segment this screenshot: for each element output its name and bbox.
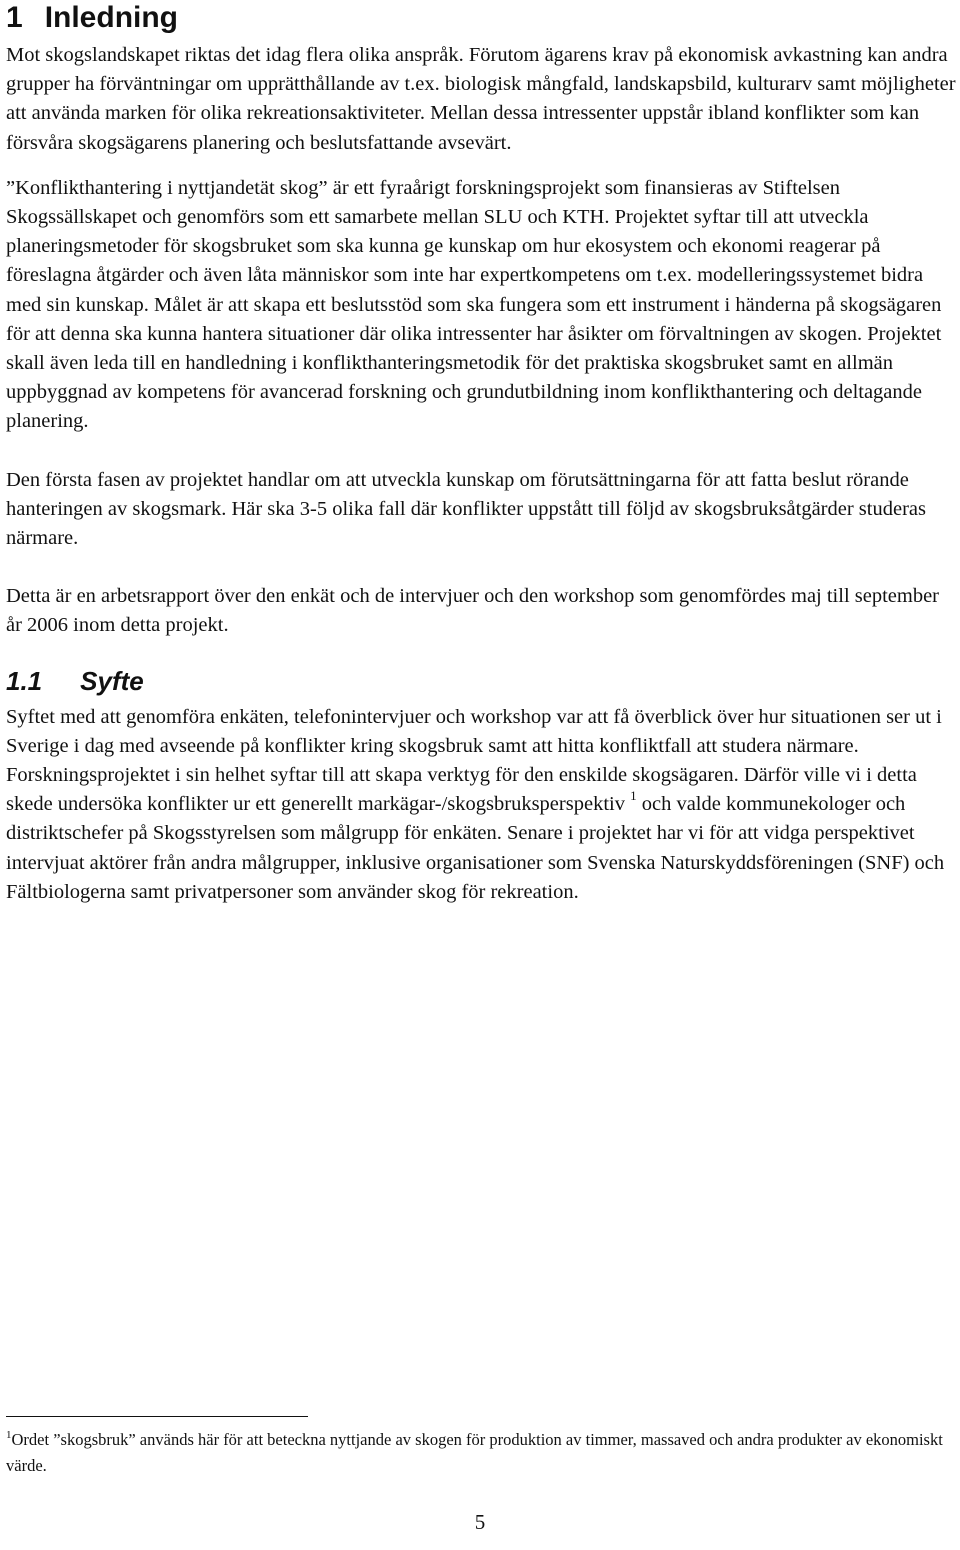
syfte-paragraph [6,703,956,907]
phase-paragraph: Den första fasen av projektet handlar om att utveckla kunskap om förutsättningarna för att fatta beslut rörande hanteringen av skogsmark. Här ska 3-5 olika fall där konflikter uppstått till följd av skogsbruksåtgärder studeras närmare. [6,468,926,550]
footnote-divider [6,1416,308,1417]
page-number: 5 [474,1510,486,1534]
document-page [6,0,956,907]
subsection-heading [6,665,956,697]
footnote-reference[interactable]: 1 [630,788,637,804]
footnote-text: Ordet ”skogsbruk” används här för att beteckna nyttjande av skogen för produktion av timmer, massaved och andra produkter av ekonomiskt värde. [6,1430,943,1475]
section-title: Inledning [44,1,179,34]
report-paragraph: Detta är en arbetsrapport över den enkät och de intervjuer och den workshop som genomfördes maj till september år 2006 inom detta projekt. [6,585,940,637]
footnote-marker: 1 [6,1429,12,1441]
syfte-text-before-note: Syftet med att genomföra enkäten, telefonintervjuer och workshop var att få överblick över hur situationen ser ut i Sverige i dag med avseende på konflikter kring skogsbruk samt att hitta konfliktfall att studera närmare. Forskningsprojektet i sin helhet syftar till att skapa verktyg för den enskilde skogsägaren. Därför ville vi i detta skede undersöka konflikter ur ett generellt markägar-/skogsbruksperspektiv [6,705,942,816]
intro-paragraph: Mot skogslandskapet riktas det idag flera olika anspråk. Förutom ägarens krav på ekonomisk avkastning kan andra grupper ha förväntningar om upprätthållande av t.ex. biologisk mångfald, landskapsbild, kulturarv samt möjligheter att använda marken för olika rekreationsaktiviteter. Mellan dessa intressenter uppstår ibland konflikter som kan försvåra skogsägarens planering och beslutsfattande avsevärt. [6,44,956,154]
section-heading [6,0,956,35]
subsection-number: 1.1 [6,665,43,696]
footnote [6,1427,946,1479]
project-paragraph: ”Konflikthantering i nyttjandetät skog” är ett fyraårigt forskningsprojekt som finansieras av Stiftelsen Skogssällskapet och genomförs som ett samarbete mellan SLU och KTH. Projektet syftar till att utveckla planeringsmetoder för skogsbruket som ska kunna ge kunskap om hur ekosystem och ekonomi reagerar på föreslagna åtgärder och även låta människor som inte har expertkompetens om t.ex. modelleringssystemet bidra med sin kunskap. Målet är att skapa ett beslutsstöd som ska fungera som ett instrument i händerna på skogsägaren för att denna ska kunna hantera situationer där olika intressenter har åsikter om förvaltningen av skogen. Projektet skall även leda till en handledning i konflikthanteringsmetodik för det praktiska skogsbruket samt en allmän uppbyggnad av kompetens för avancerad forskning och grundutbildning inom konflikthantering och deltagande planering. [6,176,942,433]
subsection-title: Syfte [80,665,144,696]
syfte-text-after-note: och valde kommunekologer och distriktschefer på Skogsstyrelsen som målgrupp för enkäten. Senare i projektet har vi för att vidga perspektivet intervjuat aktörer från andra målgrupper, inklusive organisationer som Svenska Naturskyddsföreningen (SNF) och Fältbiologerna samt privatpersoner som använder skog för rekreation. [6,793,945,903]
section-number: 1 [6,1,23,34]
